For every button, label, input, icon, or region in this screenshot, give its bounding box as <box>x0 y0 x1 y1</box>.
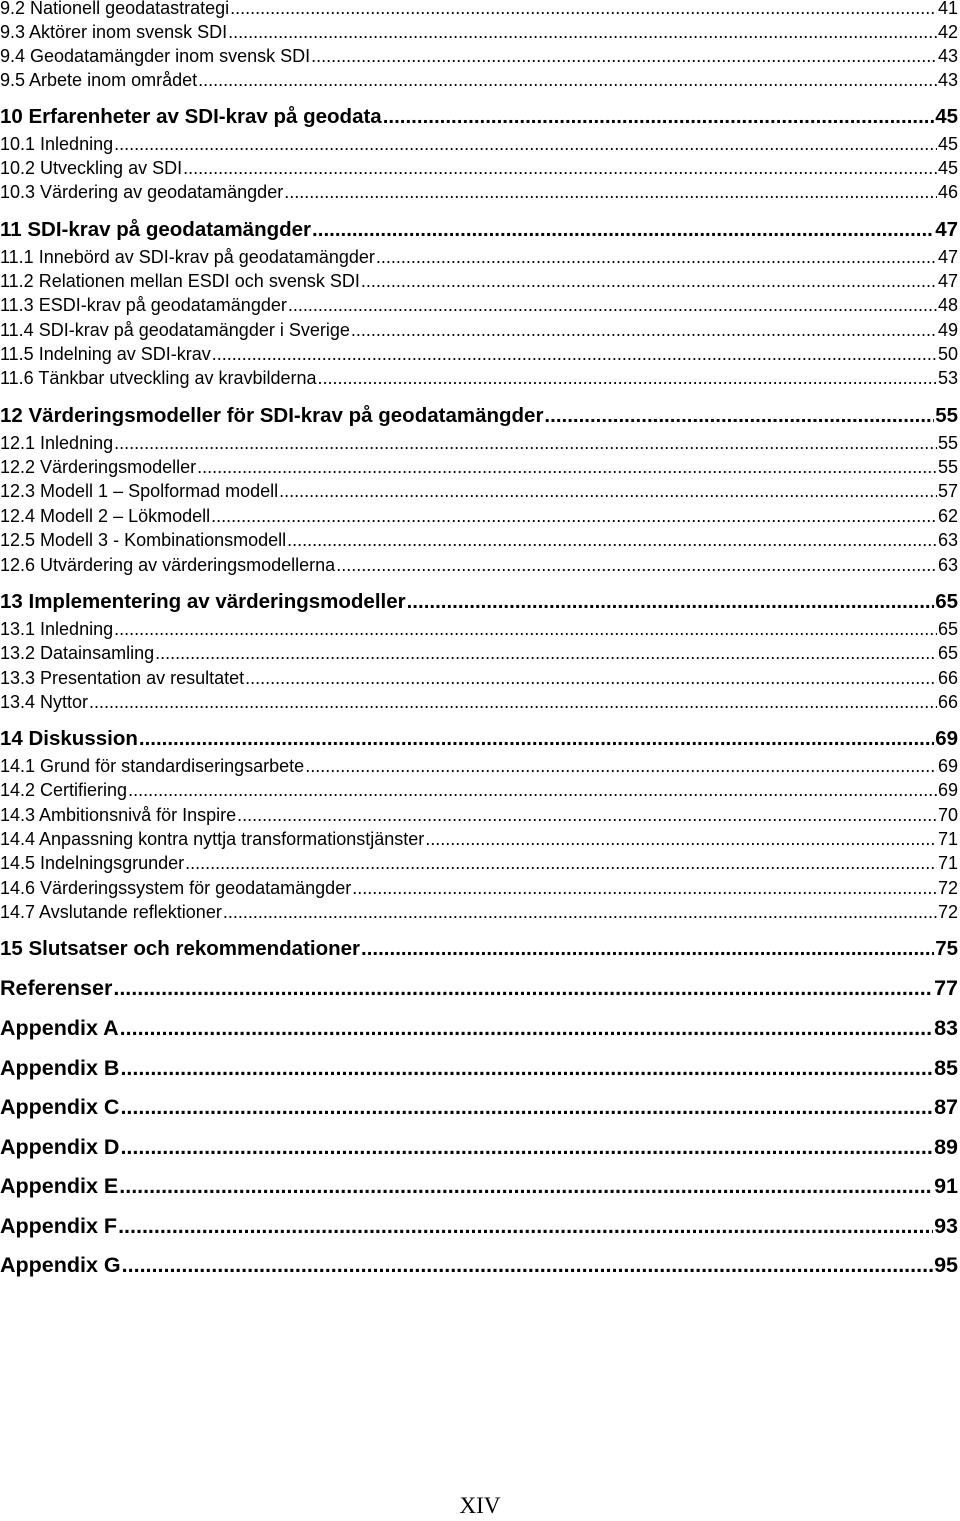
toc-entry-title: 13.1 Inledning <box>0 619 114 639</box>
toc-entry[interactable] <box>0 617 958 641</box>
toc-heading-title: 14 Diskussion <box>0 727 138 750</box>
toc-leader-dots <box>183 156 937 180</box>
toc-entry-page: 42 <box>937 22 958 42</box>
toc-entry-page: 63 <box>937 555 958 575</box>
toc-heading-page: 93 <box>934 1214 958 1238</box>
toc-entry[interactable] <box>0 754 958 778</box>
toc-entry-page: 57 <box>937 481 958 501</box>
toc-entry-page: 45 <box>937 158 958 178</box>
toc-leader-dots <box>284 180 937 204</box>
toc-heading-title: 10 Erfarenheter av SDI-krav på geodata <box>0 105 382 128</box>
toc-entry-title: 13.4 Nyttor <box>0 692 89 712</box>
toc-entry-title: 14.4 Anpassning kontra nyttja transformationstjänster <box>0 829 425 849</box>
toc-leader-dots <box>318 366 937 390</box>
toc-entry[interactable] <box>0 641 958 665</box>
toc-leader-dots <box>288 293 937 317</box>
toc-entry-page: 72 <box>937 902 958 922</box>
toc-entry[interactable] <box>0 455 958 479</box>
toc-leader-dots <box>212 342 937 366</box>
toc-entry-page: 62 <box>937 506 958 526</box>
toc-heading-page: 85 <box>934 1056 958 1080</box>
toc-leader-dots <box>228 20 937 44</box>
toc-leader-dots <box>361 935 934 963</box>
toc-heading-page: 55 <box>935 404 958 427</box>
toc-heading-title: Appendix C <box>0 1095 120 1119</box>
toc-entry[interactable] <box>0 269 958 293</box>
toc-entry[interactable] <box>0 528 958 552</box>
toc-entry[interactable] <box>0 180 958 204</box>
toc-leader-dots <box>122 1250 933 1280</box>
toc-entry-title: 10.1 Inledning <box>0 134 114 154</box>
toc-leader-dots <box>119 1171 933 1201</box>
toc-heading-page: 75 <box>935 937 958 960</box>
toc-entry[interactable] <box>0 803 958 827</box>
toc-entry[interactable] <box>0 293 958 317</box>
toc-entry-title: 11.1 Innebörd av SDI-krav på geodatamängder <box>0 247 375 267</box>
toc-leader-dots <box>139 725 934 753</box>
toc-heading-page: 77 <box>934 976 958 1000</box>
toc-leader-dots <box>128 778 937 802</box>
toc-leader-dots <box>118 1211 933 1241</box>
toc-entry-title: 9.2 Nationell geodatastrategi <box>0 0 230 18</box>
toc-entry-title: 12.4 Modell 2 – Lökmodell <box>0 506 211 526</box>
toc-leader-dots <box>336 553 937 577</box>
toc-leader-dots <box>114 132 937 156</box>
toc-entry[interactable] <box>0 342 958 366</box>
toc-leader-dots <box>198 68 937 92</box>
toc-heading[interactable] <box>0 1092 958 1122</box>
toc-leader-dots <box>155 641 937 665</box>
toc-entry[interactable] <box>0 366 958 390</box>
toc-entry-title: 10.3 Värdering av geodatamängder <box>0 182 284 202</box>
toc-leader-dots <box>287 528 937 552</box>
toc-leader-dots <box>113 973 933 1003</box>
toc-entry[interactable] <box>0 156 958 180</box>
toc-leader-dots <box>425 827 937 851</box>
toc-entry-page: 66 <box>937 668 958 688</box>
toc-entry[interactable] <box>0 504 958 528</box>
toc-heading-title: 13 Implementering av värderingsmodeller <box>0 590 406 613</box>
toc-entry-title: 14.5 Indelningsgrunder <box>0 853 185 873</box>
toc-entry[interactable] <box>0 876 958 900</box>
toc-heading-page: 89 <box>934 1135 958 1159</box>
toc-leader-dots <box>197 455 937 479</box>
toc-heading[interactable] <box>0 935 958 963</box>
toc-entry-title: 14.1 Grund för standardiseringsarbete <box>0 756 305 776</box>
toc-entry[interactable] <box>0 690 958 714</box>
toc-entry-title: 12.5 Modell 3 - Kombinationsmodell <box>0 530 287 550</box>
toc-entry[interactable] <box>0 851 958 875</box>
toc-heading[interactable] <box>0 1171 958 1201</box>
toc-entry-title: 9.3 Aktörer inom svensk SDI <box>0 22 228 42</box>
toc-heading[interactable] <box>0 216 958 244</box>
toc-heading-title: 12 Värderingsmodeller för SDI-krav på geodatamängder <box>0 404 544 427</box>
toc-entry-title: 12.2 Värderingsmodeller <box>0 457 197 477</box>
toc-leader-dots <box>230 0 937 20</box>
toc-entry-title: 13.3 Presentation av resultatet <box>0 668 245 688</box>
toc-entry-page: 69 <box>937 756 958 776</box>
toc-heading-title: Appendix F <box>0 1214 118 1238</box>
toc-heading[interactable] <box>0 1132 958 1162</box>
toc-entry-title: 10.2 Utveckling av SDI <box>0 158 183 178</box>
toc-leader-dots <box>120 1053 933 1083</box>
toc-leader-dots <box>383 103 934 131</box>
toc-heading-page: 45 <box>935 105 958 128</box>
toc-heading[interactable] <box>0 1053 958 1083</box>
toc-entry[interactable] <box>0 827 958 851</box>
toc-leader-dots <box>237 803 937 827</box>
toc-entry-title: 11.4 SDI-krav på geodatamängder i Sverige <box>0 320 350 340</box>
toc-entry-page: 71 <box>937 853 958 873</box>
toc-entry[interactable] <box>0 479 958 503</box>
toc-leader-dots <box>279 479 937 503</box>
toc-entry-title: 12.1 Inledning <box>0 433 114 453</box>
toc-entry[interactable] <box>0 553 958 577</box>
toc-entry[interactable] <box>0 431 958 455</box>
toc-heading-title: Appendix B <box>0 1056 120 1080</box>
toc-entry-page: 55 <box>937 457 958 477</box>
toc-leader-dots <box>114 617 937 641</box>
toc-heading-title: 15 Slutsatser och rekommendationer <box>0 937 361 960</box>
toc-heading-page: 95 <box>934 1253 958 1277</box>
toc-leader-dots <box>223 900 937 924</box>
toc-entry-page: 41 <box>937 0 958 18</box>
toc-leader-dots <box>120 1013 933 1043</box>
toc-heading-page: 69 <box>935 727 958 750</box>
toc-heading[interactable] <box>0 1013 958 1043</box>
toc-entry[interactable] <box>0 44 958 68</box>
toc-heading[interactable] <box>0 1211 958 1241</box>
toc-entry-title: 11.2 Relationen mellan ESDI och svensk SDI <box>0 271 360 291</box>
toc-heading[interactable] <box>0 973 958 1003</box>
toc-leader-dots <box>544 402 934 430</box>
toc-leader-dots <box>311 44 937 68</box>
toc-entry[interactable] <box>0 20 958 44</box>
toc-leader-dots <box>89 690 937 714</box>
toc-entry-title: 11.3 ESDI-krav på geodatamängder <box>0 295 287 315</box>
toc-entry-title: 14.6 Värderingssystem för geodatamängder <box>0 878 352 898</box>
toc-entry-title: 12.3 Modell 1 – Spolformad modell <box>0 481 279 501</box>
toc-entry-page: 65 <box>937 643 958 663</box>
toc-entry-page: 45 <box>937 134 958 154</box>
toc-heading-page: 65 <box>935 590 958 613</box>
toc-entry-page: 65 <box>937 619 958 639</box>
toc-entry-page: 55 <box>937 433 958 453</box>
toc-entry-page: 53 <box>937 368 958 388</box>
toc-entry[interactable] <box>0 778 958 802</box>
toc-entry-title: 9.5 Arbete inom området <box>0 70 198 90</box>
toc-leader-dots <box>352 876 937 900</box>
page-number: XIV <box>459 1493 501 1518</box>
toc-heading-title: Appendix A <box>0 1016 119 1040</box>
toc-entry[interactable] <box>0 900 958 924</box>
toc-entry-page: 69 <box>937 780 958 800</box>
toc-leader-dots <box>305 754 937 778</box>
toc-leader-dots <box>351 318 937 342</box>
toc-entry-title: 11.5 Indelning av SDI-krav <box>0 344 211 364</box>
toc-entry-page: 70 <box>937 805 958 825</box>
toc-entry-title: 13.2 Datainsamling <box>0 643 155 663</box>
toc-entry[interactable] <box>0 68 958 92</box>
toc-entry-title: 14.7 Avslutande reflektioner <box>0 902 222 922</box>
toc-entry-page: 48 <box>937 295 958 315</box>
toc-entry-page: 43 <box>937 70 958 90</box>
toc-heading-page: 87 <box>934 1095 958 1119</box>
toc-entry-title: 12.6 Utvärdering av värderingsmodellerna <box>0 555 336 575</box>
toc-entry-title: 14.3 Ambitionsnivå för Inspire <box>0 805 237 825</box>
toc-heading-title: Appendix G <box>0 1253 121 1277</box>
toc-leader-dots <box>361 269 937 293</box>
toc-heading[interactable] <box>0 103 958 131</box>
toc-heading[interactable] <box>0 1250 958 1280</box>
toc-entry-page: 72 <box>937 878 958 898</box>
toc-entry-page: 50 <box>937 344 958 364</box>
toc-entry[interactable] <box>0 318 958 342</box>
toc-heading-title: Referenser <box>0 976 113 1000</box>
toc-heading-page: 47 <box>935 218 958 241</box>
toc-leader-dots <box>312 216 934 244</box>
toc-leader-dots <box>407 588 935 616</box>
toc-entry-page: 47 <box>937 271 958 291</box>
toc-leader-dots <box>120 1092 933 1122</box>
toc-entry[interactable] <box>0 245 958 269</box>
toc-entry-title: 11.6 Tänkbar utveckling av kravbilderna <box>0 368 317 388</box>
toc-entry-page: 43 <box>937 46 958 66</box>
toc-entry[interactable] <box>0 0 958 20</box>
toc-heading[interactable] <box>0 402 958 430</box>
toc-heading-title: Appendix E <box>0 1174 119 1198</box>
toc-leader-dots <box>245 666 937 690</box>
toc-entry-title: 9.4 Geodatamängder inom svensk SDI <box>0 46 311 66</box>
toc-heading-page: 91 <box>934 1174 958 1198</box>
toc-entry-page: 66 <box>937 692 958 712</box>
toc-entry-page: 49 <box>937 320 958 340</box>
toc-entry-page: 71 <box>937 829 958 849</box>
toc-heading-title: 11 SDI-krav på geodatamängder <box>0 218 312 241</box>
toc-entry-page: 47 <box>937 247 958 267</box>
toc-entry-title: 14.2 Certifiering <box>0 780 128 800</box>
toc-leader-dots <box>211 504 937 528</box>
toc-heading-title: Appendix D <box>0 1135 120 1159</box>
toc-leader-dots <box>376 245 937 269</box>
toc-entry[interactable] <box>0 132 958 156</box>
toc-entry-page: 63 <box>937 530 958 550</box>
toc-entry[interactable] <box>0 666 958 690</box>
toc-heading[interactable] <box>0 725 958 753</box>
toc-heading[interactable] <box>0 588 958 616</box>
toc-heading-page: 83 <box>934 1016 958 1040</box>
toc-leader-dots <box>185 851 937 875</box>
toc-entry-page: 46 <box>937 182 958 202</box>
toc-leader-dots <box>114 431 937 455</box>
toc-leader-dots <box>120 1132 933 1162</box>
